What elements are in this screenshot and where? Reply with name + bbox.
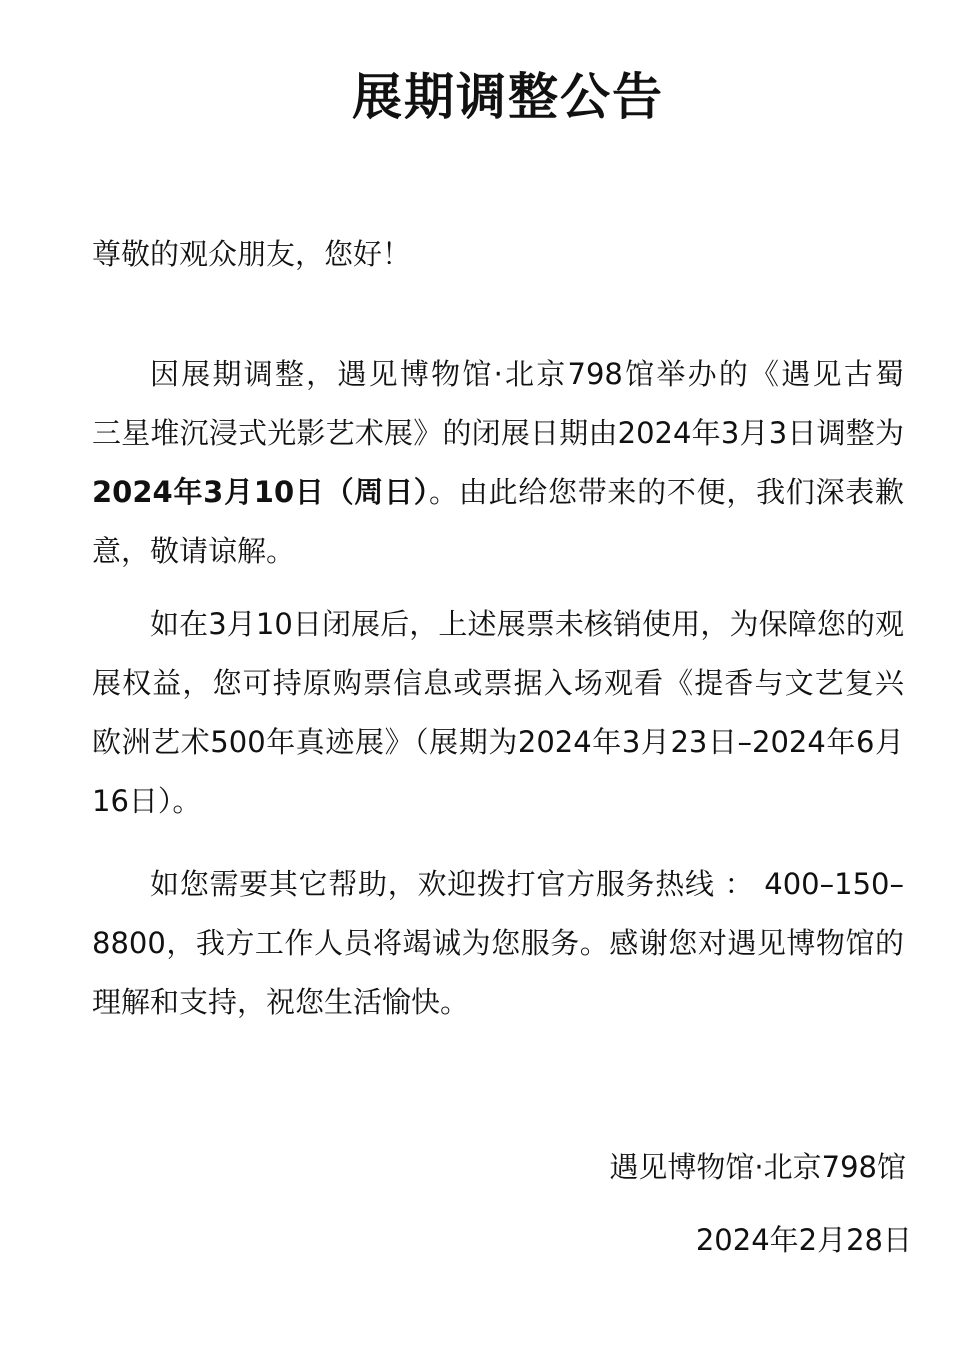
paragraph-hotline: 如您需要其它帮助，欢迎拨打官方服务热线 ： 400–150–8800，我方工作人员将竭诚为您服务。感谢您对遇见博物馆的理解和支持，祝您生活愉快。 <box>92 867 904 1019</box>
new-closing-date: 2024年3月10日（周日） <box>92 475 430 509</box>
notice-title: 展期调整公告 <box>352 68 664 126</box>
paragraph-schedule-change-apology: 。由此给您带来的不便，我们深表歉意，敬请谅解。 <box>92 475 904 568</box>
greeting-line: 尊敬的观众朋友，您好！ <box>92 237 412 271</box>
paragraph-schedule-change <box>92 345 934 581</box>
notice-date: 2024年2月28日 <box>695 1223 912 1257</box>
paragraph-ticket-usage: 如在3月10日闭展后，上述展票未核销使用，为保障您的观展权益，您可持原购票信息或票据入场观看《提香与文艺复兴 欧洲艺术500年真迹展》（展期为2024年3月23日–2024年6月16日）。 <box>92 607 904 818</box>
signature: 遇见博物馆·北京798馆 <box>609 1150 906 1184</box>
paragraph-schedule-change-text: 因展期调整，遇见博物馆·北京798馆举办的《遇见古蜀 三星堆沉浸式光影艺术展》的闭展日期由2024年3月3日调整为 <box>92 357 934 450</box>
